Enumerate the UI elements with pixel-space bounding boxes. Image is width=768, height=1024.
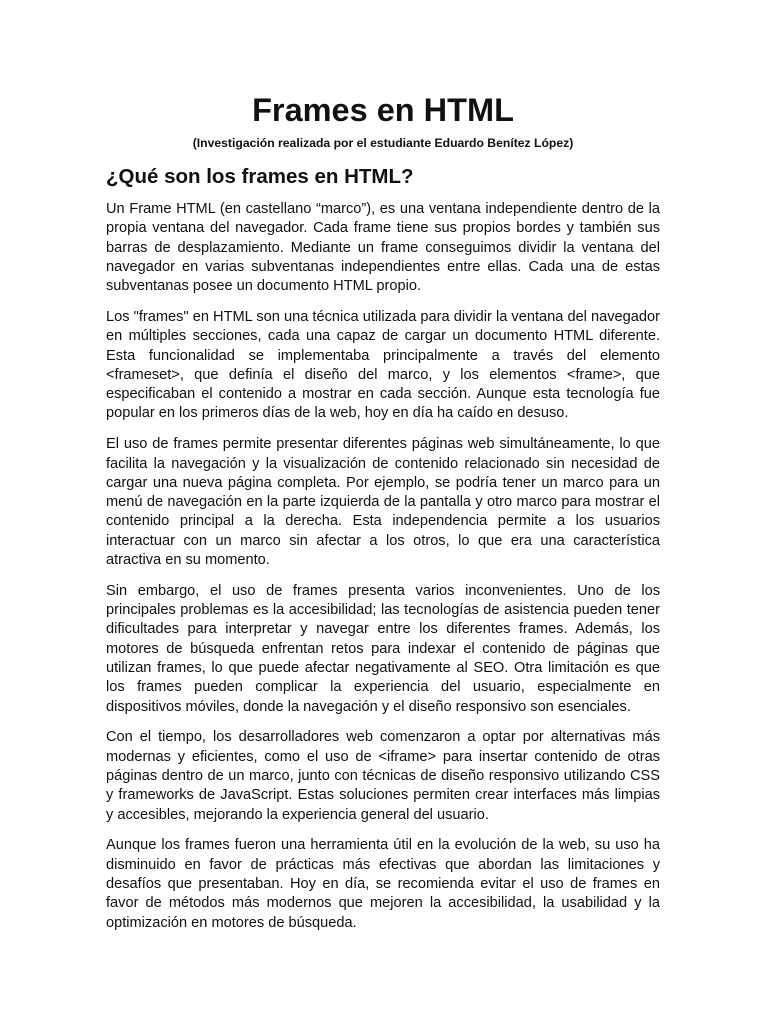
paragraph-1: Un Frame HTML (en castellano “marco”), es una ventana independiente dentro de la propia ventana del navegador. Cada frame tiene sus propios bordes y también sus barras de desplazamiento. Mediante un frame conseguimos dividir la ventana del navegador en varias subventanas independientes entre ellas. Cada una de estas subventanas posee un documento HTML propio. — [106, 201, 660, 295]
paragraph-5: Con el tiempo, los desarrolladores web comenzaron a optar por alternativas más modernas y eficientes, como el uso de <iframe> para insertar contenido de otras páginas dentro de un marco, junto con técnicas de diseño responsivo utilizando CSS y frameworks de JavaScript. Estas soluciones permiten crear interfaces más limpias y accesibles, mejorando la experiencia general del usuario. — [106, 729, 660, 823]
body-text — [106, 200, 660, 933]
paragraph-3: El uso de frames permite presentar diferentes páginas web simultáneamente, lo que facilita la navegación y la visualización de contenido relacionado sin necesidad de cargar una nueva página completa. Por ejemplo, se podría tener un marco para un menú de navegación en la parte izquierda de la pantalla y otro marco para mostrar el contenido principal a la derecha. Esta independencia permite a los usuarios interactuar con un marco sin afectar a los otros, lo que era una característica atractiva en su momento. — [106, 436, 660, 569]
section-heading: ¿Qué son los frames en HTML? — [106, 165, 414, 188]
paragraph-4: Sin embargo, el uso de frames presenta varios inconvenientes. Uno de los principales problemas es la accesibilidad; las tecnologías de asistencia pueden tener dificultades para interpretar y navegar entre los diferentes frames. Además, los motores de búsqueda enfrentan retos para indexar el contenido de páginas que utilizan frames, lo que puede afectar negativamente al SEO. Otra limitación es que los frames pueden complicar la experiencia del usuario, especialmente en dispositivos móviles, donde la navegación y el diseño responsivo son esenciales. — [106, 582, 660, 715]
paragraph-2: Los "frames" en HTML son una técnica utilizada para dividir la ventana del navegador en múltiples secciones, cada una capaz de cargar un documento HTML diferente. Esta funcionalidad se implementaba principalmente a través del elemento <frameset>, que definía el diseño del marco, y los elementos <frame>, que especificaban el contenido a mostrar en cada sección. Aunque esta tecnología fue popular en los primeros días de la web, hoy en día ha caído en desuso. — [106, 308, 660, 422]
paragraph-6: Aunque los frames fueron una herramienta útil en la evolución de la web, su uso ha disminuido en favor de prácticas más efectivas que abordan las limitaciones y desafíos que presentaban. Hoy en día, se recomienda evitar el uso de frames en favor de métodos más modernos que mejoren la accesibilidad, la usabilidad y la optimización en motores de búsqueda. — [106, 837, 660, 931]
document-title: Frames en HTML — [252, 92, 514, 128]
document-subtitle: (Investigación realizada por el estudiante Eduardo Benítez López) — [192, 136, 574, 150]
document-page — [106, 89, 660, 944]
